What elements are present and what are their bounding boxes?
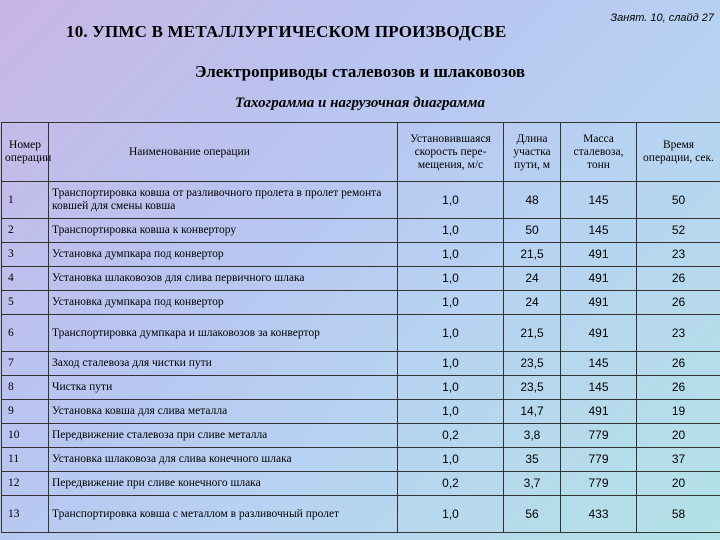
- cell-name: Установка шлаковоза для слива конечного шлака: [49, 448, 398, 472]
- cell-speed: 1,0: [398, 219, 504, 243]
- table-row: [2, 472, 720, 496]
- cell-length: 14,7: [504, 400, 561, 424]
- cell-name: Установка думпкара под конвертор: [49, 243, 398, 267]
- table-caption: Тахограмма и нагрузочная диаграмма: [234, 95, 486, 111]
- table-row: [2, 291, 720, 315]
- cell-time: 26: [637, 267, 720, 291]
- cell-speed: 1,0: [398, 243, 504, 267]
- table-row: [2, 267, 720, 291]
- cell-number: 1: [2, 182, 49, 219]
- table-row: [2, 376, 720, 400]
- cell-number: 11: [2, 448, 49, 472]
- cell-time: 50: [637, 182, 720, 219]
- slide-number: Занят. 10, слайд 27: [610, 12, 714, 24]
- cell-time: 26: [637, 352, 720, 376]
- cell-number: 7: [2, 352, 49, 376]
- cell-length: 56: [504, 496, 561, 533]
- cell-time: 37: [637, 448, 720, 472]
- header-time: Время операции, сек.: [637, 123, 720, 182]
- header-length: Длина участка пути, м: [504, 123, 561, 182]
- cell-mass: 145: [561, 352, 637, 376]
- cell-mass: 491: [561, 400, 637, 424]
- cell-length: 21,5: [504, 243, 561, 267]
- cell-length: 24: [504, 291, 561, 315]
- cell-mass: 491: [561, 267, 637, 291]
- cell-name: Установка ковша для слива металла: [49, 400, 398, 424]
- cell-number: 5: [2, 291, 49, 315]
- cell-speed: 1,0: [398, 291, 504, 315]
- cell-length: 3,8: [504, 424, 561, 448]
- header-speed: Установившаяся скорость пере-мещения, м/с: [398, 123, 504, 182]
- table-row: [2, 243, 720, 267]
- cell-number: 10: [2, 424, 49, 448]
- cell-name: Передвижение сталевоза при сливе металла: [49, 424, 398, 448]
- cell-speed: 1,0: [398, 352, 504, 376]
- cell-length: 23,5: [504, 376, 561, 400]
- cell-time: 20: [637, 424, 720, 448]
- operations-table: [1, 122, 720, 533]
- cell-time: 23: [637, 243, 720, 267]
- cell-name: Транспортировка ковша от разливочного пролета в пролет ремонта ковшей для смены ковша: [49, 182, 398, 219]
- cell-mass: 491: [561, 243, 637, 267]
- cell-mass: 779: [561, 472, 637, 496]
- table-row: [2, 219, 720, 243]
- cell-speed: 1,0: [398, 496, 504, 533]
- cell-number: 13: [2, 496, 49, 533]
- cell-speed: 0,2: [398, 424, 504, 448]
- cell-time: 23: [637, 315, 720, 352]
- cell-mass: 779: [561, 448, 637, 472]
- cell-name: Установка шлаковозов для слива первичного шлака: [49, 267, 398, 291]
- cell-name: Установка думпкара под конвертор: [49, 291, 398, 315]
- cell-mass: 145: [561, 376, 637, 400]
- header-name: Наименование операции: [49, 123, 398, 182]
- header-number: Номер операции: [2, 123, 49, 182]
- cell-name: Чистка пути: [49, 376, 398, 400]
- cell-length: 3,7: [504, 472, 561, 496]
- cell-number: 4: [2, 267, 49, 291]
- cell-number: 8: [2, 376, 49, 400]
- cell-length: 50: [504, 219, 561, 243]
- table-row: [2, 496, 720, 533]
- cell-mass: 491: [561, 315, 637, 352]
- cell-speed: 1,0: [398, 376, 504, 400]
- cell-speed: 1,0: [398, 267, 504, 291]
- cell-length: 23,5: [504, 352, 561, 376]
- cell-time: 52: [637, 219, 720, 243]
- table-row: [2, 352, 720, 376]
- header-mass: Масса сталевоза, тонн: [561, 123, 637, 182]
- cell-length: 24: [504, 267, 561, 291]
- cell-speed: 1,0: [398, 400, 504, 424]
- cell-speed: 1,0: [398, 448, 504, 472]
- cell-speed: 1,0: [398, 315, 504, 352]
- cell-time: 26: [637, 291, 720, 315]
- cell-name: Транспортировка ковша к конвертору: [49, 219, 398, 243]
- page-title: 10. УПМС В МЕТАЛЛУРГИЧЕСКОМ ПРОИЗВОДСВЕ: [66, 22, 507, 41]
- cell-number: 2: [2, 219, 49, 243]
- table-row: [2, 315, 720, 352]
- subtitle: Электроприводы сталевозов и шлаковозов: [194, 62, 526, 81]
- cell-mass: 779: [561, 424, 637, 448]
- cell-time: 26: [637, 376, 720, 400]
- cell-number: 12: [2, 472, 49, 496]
- table-row: [2, 400, 720, 424]
- cell-time: 19: [637, 400, 720, 424]
- cell-number: 9: [2, 400, 49, 424]
- cell-speed: 1,0: [398, 182, 504, 219]
- table-header-row: [2, 123, 720, 182]
- cell-time: 58: [637, 496, 720, 533]
- cell-length: 48: [504, 182, 561, 219]
- cell-mass: 433: [561, 496, 637, 533]
- cell-length: 21,5: [504, 315, 561, 352]
- cell-length: 35: [504, 448, 561, 472]
- table-row: [2, 448, 720, 472]
- cell-name: Заход сталевоза для чистки пути: [49, 352, 398, 376]
- table-row: [2, 424, 720, 448]
- cell-name: Передвижение при сливе конечного шлака: [49, 472, 398, 496]
- cell-mass: 145: [561, 219, 637, 243]
- cell-mass: 491: [561, 291, 637, 315]
- cell-speed: 0,2: [398, 472, 504, 496]
- cell-number: 3: [2, 243, 49, 267]
- cell-number: 6: [2, 315, 49, 352]
- cell-name: Транспортировка ковша с металлом в разливочный пролет: [49, 496, 398, 533]
- cell-name: Транспортировка думпкара и шлаковозов за конвертор: [49, 315, 398, 352]
- cell-time: 20: [637, 472, 720, 496]
- table-row: [2, 182, 720, 219]
- cell-mass: 145: [561, 182, 637, 219]
